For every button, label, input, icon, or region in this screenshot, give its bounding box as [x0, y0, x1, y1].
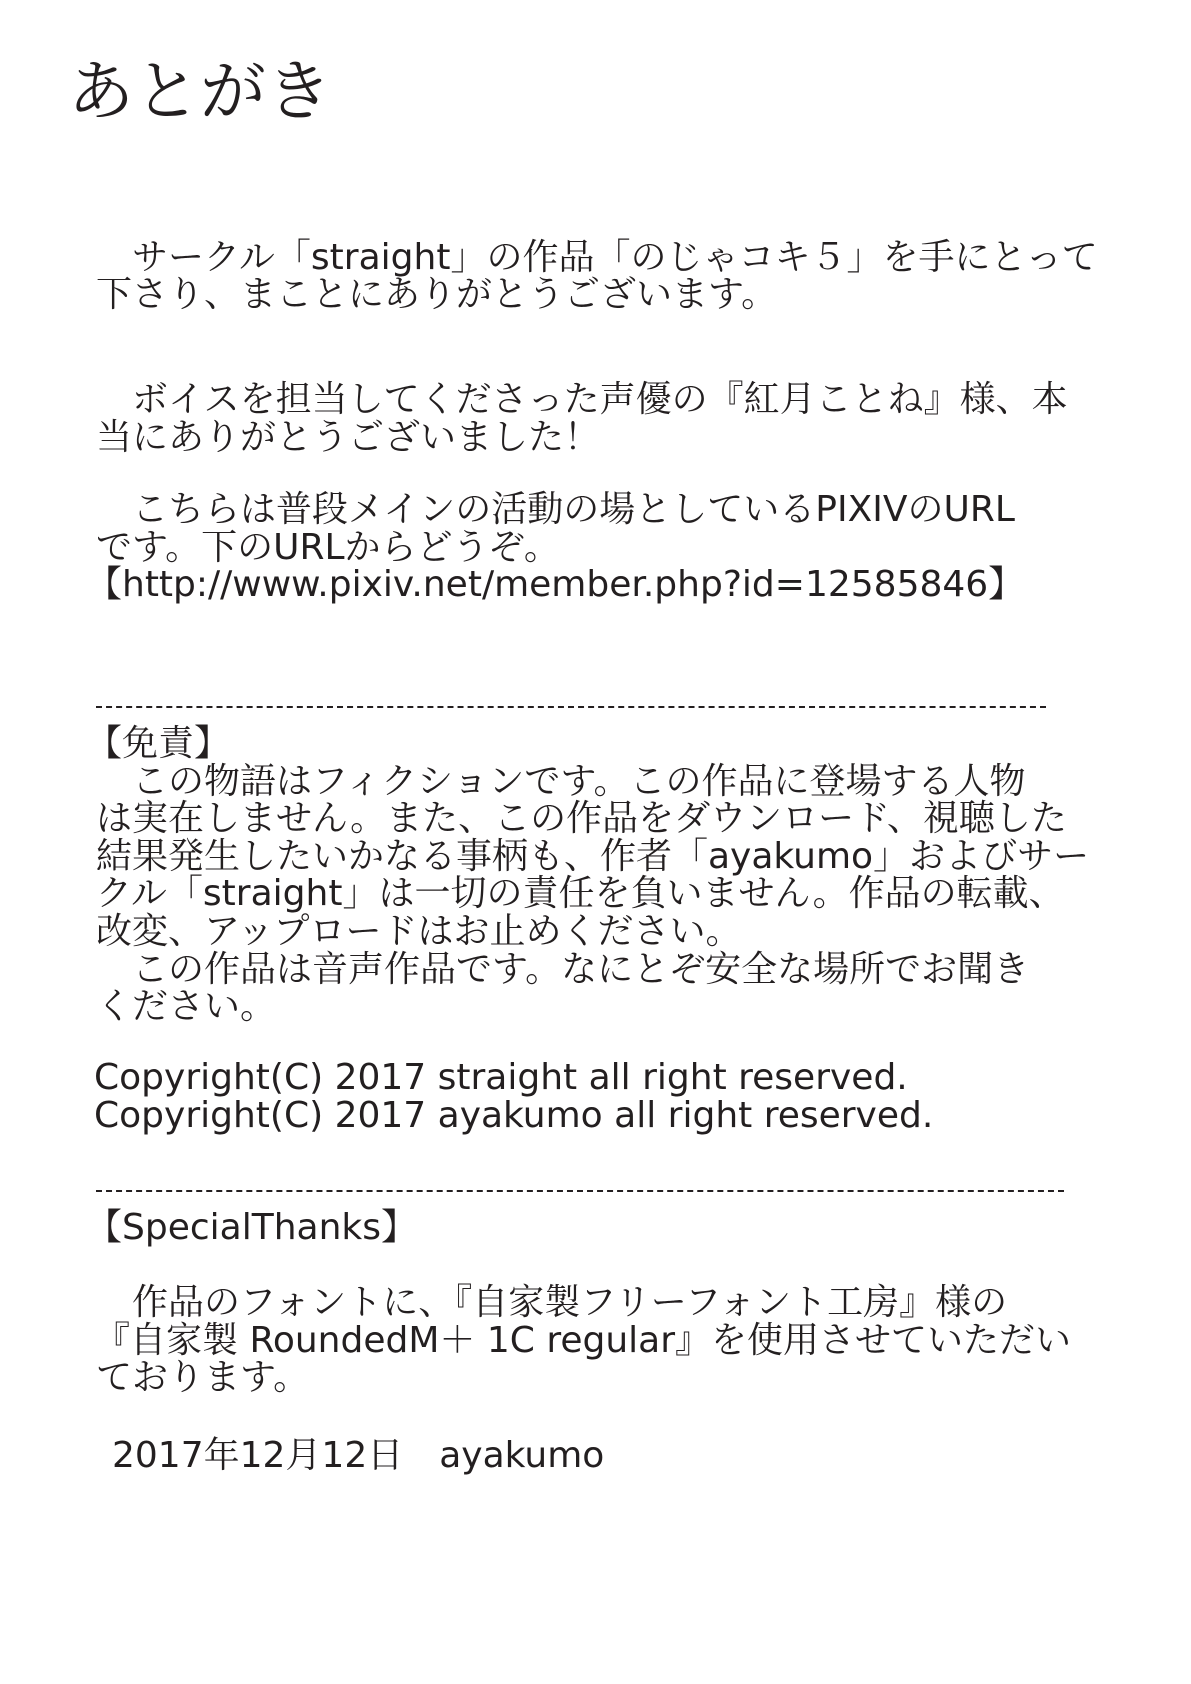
disclaimer-line: クル「straight」は一切の責任を負いません。作品の転載、 — [96, 873, 1065, 914]
disclaimer-line: この物語はフィクションです。この作品に登場する人物 — [96, 761, 1026, 802]
pixiv-line-2: です。下のURLからどうぞ。 — [96, 527, 560, 568]
divider-2 — [96, 1190, 1064, 1192]
special-thanks-heading: 【SpecialThanks】 — [86, 1207, 417, 1248]
special-thanks-line: 『自家製 RoundedM＋ 1C regular』を使用させていただい — [94, 1320, 1072, 1361]
voice-thanks-line-2: 当にありがとうございました！ — [96, 417, 601, 458]
copyright-line: Copyright(C) 2017 straight all right reserved. — [94, 1057, 908, 1098]
voice-thanks-line-1: ボイスを担当してくださった声優の『紅月ことね』様、本 — [96, 379, 1068, 420]
disclaimer-line: は実在しません。また、この作品をダウンロード、視聴した — [96, 798, 1067, 839]
signature: 2017年12月12日 ayakumo — [112, 1435, 605, 1476]
disclaimer-line: 改変、アップロードはお止めください。 — [96, 911, 742, 952]
pixiv-line-1: こちらは普段メインの活動の場としているPIXIVのURL — [96, 489, 1015, 530]
special-thanks-line: 作品のフォントに、『自家製フリーフォント工房』様の — [96, 1282, 1008, 1323]
intro-line-2: 下さり、まことにありがとうございます。 — [96, 274, 778, 315]
page-title: あとがき — [68, 53, 332, 130]
disclaimer-line: ください。 — [96, 986, 277, 1027]
divider-1 — [96, 706, 1046, 708]
special-thanks-line: ております。 — [96, 1357, 310, 1398]
disclaimer-heading: 【免責】 — [86, 723, 231, 764]
pixiv-url: 【http://www.pixiv.net/member.php?id=12585846】 — [86, 564, 1025, 605]
copyright-line: Copyright(C) 2017 ayakumo all right reserved. — [94, 1095, 934, 1136]
disclaimer-line: 結果発生したいかなる事柄も、作者「ayakumo」およびサー — [96, 836, 1090, 877]
disclaimer-line: この作品は音声作品です。なにとぞ安全な場所でお聞き — [96, 949, 1030, 990]
intro-line-1: サークル「straight」の作品「のじゃコキ５」を手にとって — [96, 237, 1098, 278]
